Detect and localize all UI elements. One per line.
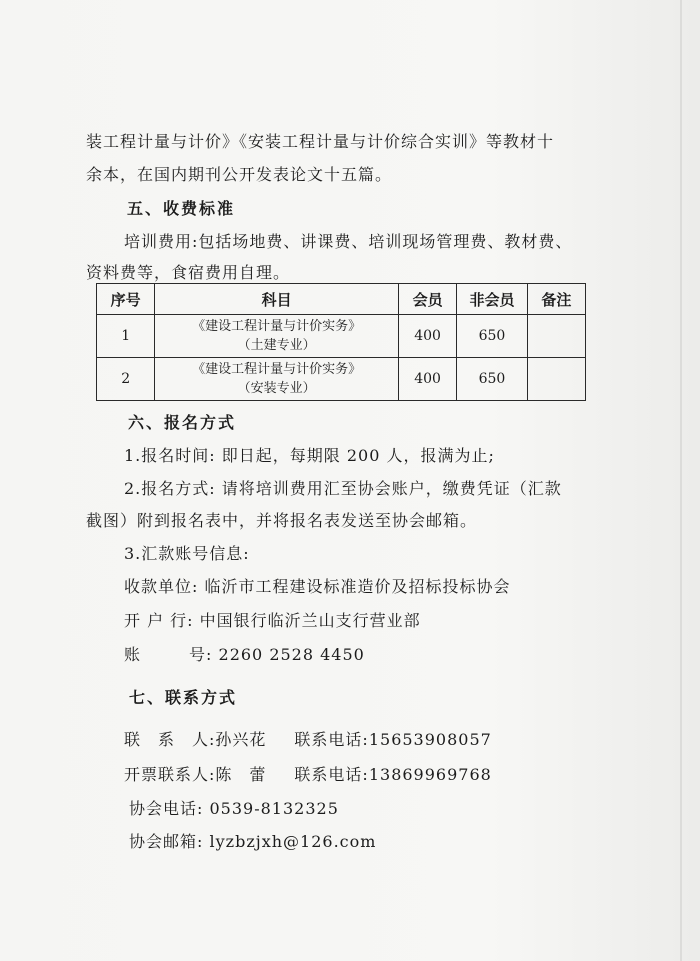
- register-item-2b: 截图）附到报名表中，并将报名表发送至协会邮箱。: [86, 511, 478, 530]
- row-no: 1: [97, 315, 155, 358]
- row-note: [527, 315, 585, 358]
- contact-2-label: 开票联系人:: [124, 765, 216, 784]
- account-label-2: 号:: [189, 645, 213, 664]
- association-phone-label: 协会电话:: [129, 799, 204, 818]
- contact-2-phone-label: 联系电话:: [294, 765, 369, 784]
- account-label: 账: [124, 645, 142, 664]
- section-heading-register: 六、报名方式: [128, 413, 237, 432]
- row-member-fee: 400: [398, 358, 457, 401]
- header-no: 序号: [97, 284, 155, 315]
- payee-line: 收款单位: 临沂市工程建设标准造价及招标投标协会: [124, 577, 511, 596]
- course-major: （安装专业）: [237, 381, 316, 396]
- header-course: 科目: [155, 284, 399, 315]
- row-course: [155, 315, 399, 358]
- fees-desc-2: 资料费等，食宿费用自理。: [86, 263, 291, 282]
- association-email: lyzbzjxh@126.com: [209, 832, 377, 851]
- intro-line-2: 余本，在国内期刊公开发表论文十五篇。: [86, 165, 393, 184]
- header-nonmember: 非会员: [457, 284, 527, 315]
- contact-1-phone-label: 联系电话:: [294, 730, 369, 749]
- contact-1-name: 孙兴花: [215, 730, 267, 749]
- row-nonmember-fee: 650: [457, 358, 527, 401]
- row-course: [155, 358, 399, 401]
- contact-2-name: 陈 蕾: [215, 765, 267, 784]
- account-line: [124, 642, 365, 665]
- register-item-3: 3.汇款账号信息:: [124, 544, 250, 563]
- row-nonmember-fee: 650: [457, 315, 527, 358]
- contact-1-label: 联 系 人:: [124, 730, 216, 749]
- contact-row-1: [124, 727, 492, 750]
- table-row: [97, 315, 586, 358]
- row-note: [527, 358, 585, 401]
- table-header-row: [97, 284, 586, 315]
- association-phone: 0539-8132325: [209, 799, 339, 818]
- header-note: 备注: [527, 284, 585, 315]
- bank-line: 开 户 行: 中国银行临沂兰山支行营业部: [124, 611, 421, 630]
- table-row: [97, 358, 586, 401]
- contact-1-phone: 15653908057: [368, 730, 492, 749]
- association-email-row: [129, 829, 376, 852]
- course-major: （土建专业）: [237, 338, 316, 353]
- register-item-1: 1.报名时间: 即日起，每期限 200 人，报满为止;: [124, 446, 495, 465]
- contact-row-2: [124, 762, 492, 785]
- course-title: 《建设工程计量与计价实务》: [192, 319, 362, 334]
- intro-line-1: 装工程计量与计价》《安装工程计量与计价综合实训》等教材十: [86, 132, 555, 151]
- fee-table: [96, 283, 586, 401]
- association-email-label: 协会邮箱:: [129, 832, 204, 851]
- account-number: 2260 2528 4450: [218, 645, 365, 664]
- section-heading-contact: 七、联系方式: [129, 688, 238, 707]
- contact-2-phone: 13869969768: [368, 765, 492, 784]
- page-edge: [680, 0, 682, 961]
- register-item-2a: 2.报名方式: 请将培训费用汇至协会账户，缴费凭证（汇款: [124, 479, 562, 498]
- row-no: 2: [97, 358, 155, 401]
- course-title: 《建设工程计量与计价实务》: [192, 362, 362, 377]
- fees-desc-1: 培训费用:包括场地费、讲课费、培训现场管理费、教材费、: [124, 232, 573, 251]
- section-heading-fees: 五、收费标准: [127, 199, 236, 218]
- association-phone-row: [129, 796, 339, 819]
- row-member-fee: 400: [398, 315, 457, 358]
- header-member: 会员: [398, 284, 457, 315]
